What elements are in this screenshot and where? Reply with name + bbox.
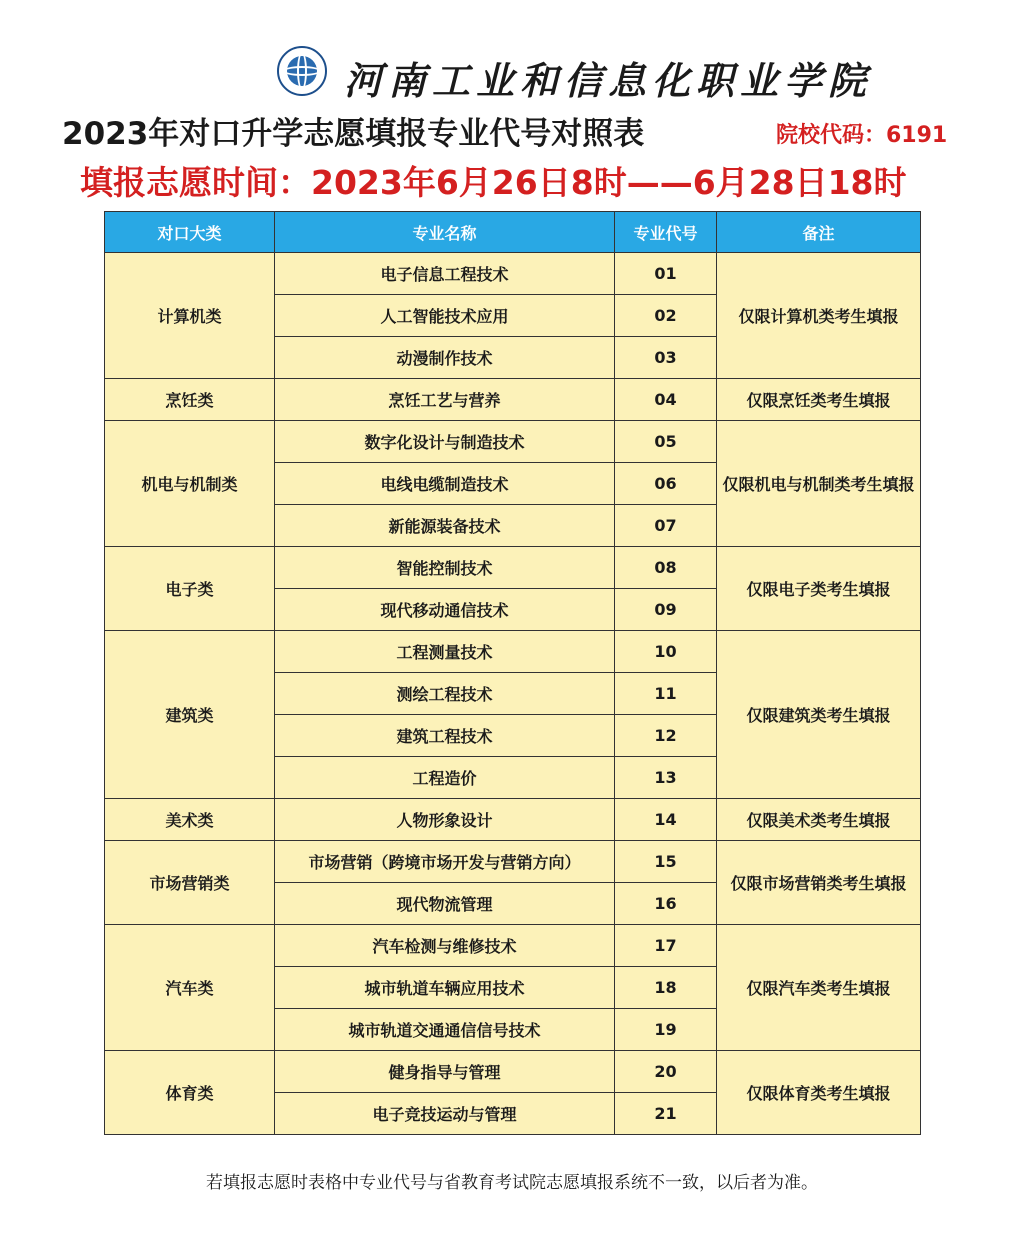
major-name-cell: 电子竞技运动与管理 (275, 1093, 615, 1135)
note-cell: 仅限汽车类考生填报 (717, 925, 921, 1051)
school-name: 河南工业和信息化职业学院 (344, 58, 873, 103)
note-cell: 仅限市场营销类考生填报 (717, 841, 921, 925)
major-name-cell: 建筑工程技术 (275, 715, 615, 757)
major-code-cell: 02 (615, 295, 717, 337)
category-cell: 市场营销类 (105, 841, 275, 925)
category-cell: 机电与机制类 (105, 421, 275, 547)
school-logo-icon (277, 46, 327, 96)
category-cell: 建筑类 (105, 631, 275, 799)
category-cell: 电子类 (105, 547, 275, 631)
category-cell: 烹饪类 (105, 379, 275, 421)
major-code-cell: 01 (615, 253, 717, 295)
application-time: 填报志愿时间：2023年6月26日8时——6月28日18时 (80, 163, 907, 202)
category-cell: 汽车类 (105, 925, 275, 1051)
major-name-cell: 工程测量技术 (275, 631, 615, 673)
table-row (105, 631, 921, 673)
note-cell: 仅限美术类考生填报 (717, 799, 921, 841)
major-name-cell: 健身指导与管理 (275, 1051, 615, 1093)
major-name-cell: 新能源装备技术 (275, 505, 615, 547)
major-name-cell: 汽车检测与维修技术 (275, 925, 615, 967)
major-code-cell: 06 (615, 463, 717, 505)
category-cell: 体育类 (105, 1051, 275, 1135)
table-row (105, 379, 921, 421)
major-name-cell: 城市轨道车辆应用技术 (275, 967, 615, 1009)
column-header-category: 对口大类 (105, 212, 275, 253)
table-row (105, 841, 921, 883)
title-row (0, 108, 1024, 152)
table-row (105, 799, 921, 841)
header-logo-row (0, 42, 1024, 102)
major-code-cell: 12 (615, 715, 717, 757)
major-code-table (104, 211, 921, 1135)
major-name-cell: 现代物流管理 (275, 883, 615, 925)
page-title: 2023年对口升学志愿填报专业代号对照表 (62, 116, 645, 152)
major-code-cell: 11 (615, 673, 717, 715)
note-cell: 仅限建筑类考生填报 (717, 631, 921, 799)
note-cell: 仅限烹饪类考生填报 (717, 379, 921, 421)
major-code-cell: 17 (615, 925, 717, 967)
major-code-cell: 09 (615, 589, 717, 631)
major-code-cell: 08 (615, 547, 717, 589)
table-row (105, 253, 921, 295)
major-name-cell: 电子信息工程技术 (275, 253, 615, 295)
note-cell: 仅限计算机类考生填报 (717, 253, 921, 379)
major-name-cell: 智能控制技术 (275, 547, 615, 589)
category-cell: 计算机类 (105, 253, 275, 379)
major-code-cell: 14 (615, 799, 717, 841)
column-header-major: 专业名称 (275, 212, 615, 253)
major-code-cell: 03 (615, 337, 717, 379)
table-row (105, 925, 921, 967)
major-name-cell: 市场营销（跨境市场开发与营销方向） (275, 841, 615, 883)
major-name-cell: 城市轨道交通通信信号技术 (275, 1009, 615, 1051)
major-code-cell: 20 (615, 1051, 717, 1093)
major-name-cell: 工程造价 (275, 757, 615, 799)
major-code-cell: 04 (615, 379, 717, 421)
major-code-cell: 21 (615, 1093, 717, 1135)
note-cell: 仅限体育类考生填报 (717, 1051, 921, 1135)
table-row (105, 421, 921, 463)
major-code-cell: 13 (615, 757, 717, 799)
table-row (105, 1051, 921, 1093)
major-name-cell: 人工智能技术应用 (275, 295, 615, 337)
major-name-cell: 数字化设计与制造技术 (275, 421, 615, 463)
major-code-cell: 18 (615, 967, 717, 1009)
table-body (105, 253, 921, 1135)
major-name-cell: 动漫制作技术 (275, 337, 615, 379)
column-header-code: 专业代号 (615, 212, 717, 253)
major-code-cell: 19 (615, 1009, 717, 1051)
major-name-cell: 电线电缆制造技术 (275, 463, 615, 505)
major-name-cell: 测绘工程技术 (275, 673, 615, 715)
category-cell: 美术类 (105, 799, 275, 841)
footer-note: 若填报志愿时表格中专业代号与省教育考试院志愿填报系统不一致，以后者为准。 (206, 1173, 818, 1193)
table-row (105, 547, 921, 589)
major-name-cell: 烹饪工艺与营养 (275, 379, 615, 421)
major-code-cell: 16 (615, 883, 717, 925)
school-code: 院校代码：6191 (776, 123, 948, 148)
major-name-cell: 现代移动通信技术 (275, 589, 615, 631)
major-name-cell: 人物形象设计 (275, 799, 615, 841)
major-code-cell: 05 (615, 421, 717, 463)
note-cell: 仅限机电与机制类考生填报 (717, 421, 921, 547)
note-cell: 仅限电子类考生填报 (717, 547, 921, 631)
table-header-row (105, 212, 921, 253)
column-header-note: 备注 (717, 212, 921, 253)
major-code-cell: 15 (615, 841, 717, 883)
major-code-cell: 07 (615, 505, 717, 547)
major-code-cell: 10 (615, 631, 717, 673)
